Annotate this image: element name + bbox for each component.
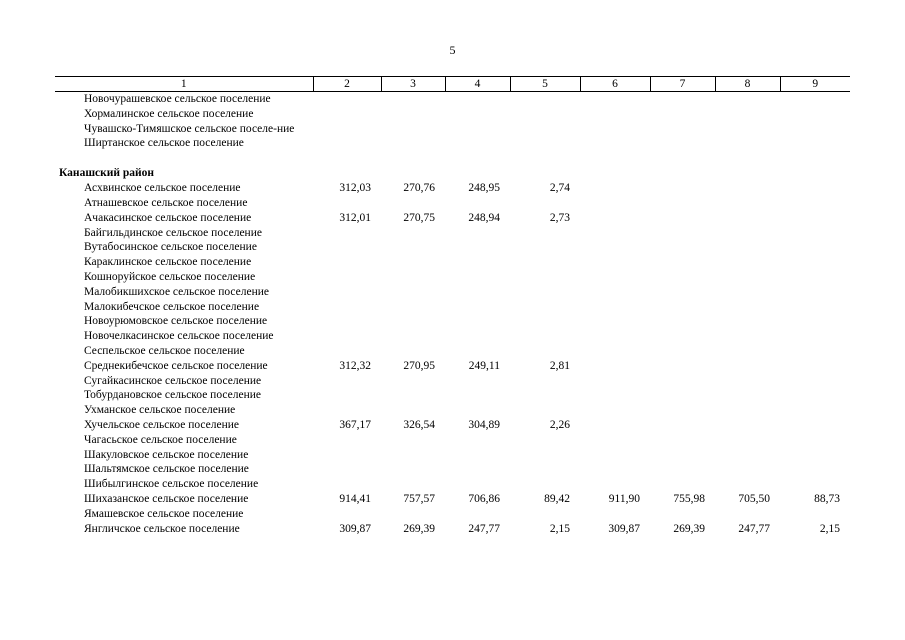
value-cell	[510, 448, 580, 463]
table-row	[55, 226, 850, 241]
value-cell	[313, 462, 381, 477]
value-cell: 270,95	[403, 359, 435, 372]
value-cell	[445, 240, 510, 255]
value-cell	[650, 92, 715, 107]
value-cell	[715, 211, 780, 226]
value-cell: 2,26	[549, 418, 570, 431]
value-cell	[580, 122, 650, 137]
value-cell	[381, 403, 445, 418]
value-cell	[580, 418, 650, 433]
value-cell	[381, 122, 445, 137]
settlement-name: Новочурашевское сельское поселение	[84, 93, 271, 105]
value-cell	[580, 136, 650, 151]
value-cell	[780, 403, 850, 418]
value-cell	[780, 181, 850, 196]
value-cell	[715, 374, 780, 389]
settlement-name: Ухманское сельское поселение	[84, 404, 236, 417]
table-row	[55, 92, 850, 107]
value-cell	[510, 240, 580, 255]
table-row	[55, 448, 850, 463]
value-cell	[445, 196, 510, 211]
value-cell	[650, 388, 715, 403]
table-row	[55, 314, 850, 329]
table-row	[55, 344, 850, 359]
settlement-name: Среднекибечское сельское поселение	[84, 359, 268, 372]
value-cell	[650, 359, 715, 374]
value-cell	[381, 92, 445, 107]
value-cell	[580, 359, 650, 374]
value-cell	[580, 240, 650, 255]
value-cell	[313, 314, 381, 329]
value-cell	[381, 270, 445, 285]
value-cell: 88,73	[814, 492, 840, 505]
value-cell	[313, 255, 381, 270]
value-cell	[313, 329, 381, 344]
value-cell	[510, 344, 580, 359]
table-row	[55, 359, 850, 374]
value-cell	[715, 477, 780, 492]
settlement-name: Янгличское сельское поселение	[84, 522, 240, 535]
value-cell	[580, 255, 650, 270]
value-cell	[313, 92, 381, 107]
value-cell	[580, 211, 650, 226]
value-cell	[650, 136, 715, 151]
value-cell	[580, 285, 650, 300]
value-cell	[715, 92, 780, 107]
region-row	[55, 151, 850, 181]
value-cell	[445, 285, 510, 300]
value-cell	[381, 462, 445, 477]
settlement-name: Байгильдинское сельское поселение	[84, 226, 262, 239]
value-cell	[580, 388, 650, 403]
value-cell	[780, 329, 850, 344]
settlement-name: Новоурюмовское сельское поселение	[84, 315, 268, 328]
table-row	[55, 374, 850, 389]
value-cell: 2,73	[549, 211, 570, 224]
value-cell	[715, 448, 780, 463]
value-cell	[313, 300, 381, 315]
value-cell	[445, 300, 510, 315]
value-cell	[313, 136, 381, 151]
settlement-name: Ширтанское сельское поселение	[84, 137, 244, 150]
value-cell	[715, 107, 780, 122]
value-cell	[780, 136, 850, 151]
value-cell	[780, 507, 850, 522]
table-row	[55, 196, 850, 211]
value-cell	[445, 477, 510, 492]
value-cell	[580, 181, 650, 196]
tariff-table	[55, 76, 850, 536]
value-cell	[381, 107, 445, 122]
settlement-name: Сугайкасинское сельское поселение	[84, 374, 262, 387]
value-cell	[650, 418, 715, 433]
settlement-name: Шибылгинское сельское поселение	[84, 478, 259, 491]
value-cell	[715, 285, 780, 300]
value-cell	[381, 344, 445, 359]
value-cell	[445, 448, 510, 463]
value-cell	[715, 300, 780, 315]
value-cell: 367,17	[339, 418, 371, 431]
value-cell	[445, 433, 510, 448]
value-cell	[445, 388, 510, 403]
value-cell	[381, 226, 445, 241]
value-cell	[715, 122, 780, 137]
value-cell	[313, 507, 381, 522]
value-cell: 247,77	[468, 522, 500, 535]
value-cell	[780, 462, 850, 477]
value-cell	[650, 107, 715, 122]
value-cell	[650, 344, 715, 359]
value-cell	[650, 226, 715, 241]
value-cell	[510, 92, 580, 107]
value-cell	[580, 196, 650, 211]
value-cell	[313, 477, 381, 492]
value-cell	[445, 507, 510, 522]
value-cell	[715, 226, 780, 241]
value-cell	[445, 270, 510, 285]
table-row	[55, 300, 850, 315]
value-cell	[381, 196, 445, 211]
value-cell	[715, 418, 780, 433]
value-cell	[381, 329, 445, 344]
column-header: 3	[381, 77, 445, 92]
table-row	[55, 403, 850, 418]
value-cell	[715, 181, 780, 196]
value-cell	[780, 374, 850, 389]
settlement-name: Сеспельское сельское поселение	[84, 344, 245, 357]
value-cell	[650, 270, 715, 285]
value-cell	[510, 270, 580, 285]
value-cell	[580, 226, 650, 241]
value-cell: 2,15	[819, 522, 840, 535]
settlement-name: Тобурдановское сельское поселение	[84, 389, 261, 402]
value-cell: 312,01	[339, 211, 371, 224]
value-cell	[580, 92, 650, 107]
value-cell	[313, 226, 381, 241]
value-cell	[650, 300, 715, 315]
value-cell	[580, 107, 650, 122]
value-cell	[510, 477, 580, 492]
value-cell	[381, 136, 445, 151]
table-row	[55, 522, 850, 537]
value-cell	[381, 448, 445, 463]
value-cell	[445, 92, 510, 107]
settlement-name: Чувашско-Тимяшское сельское поселе-ние	[84, 122, 295, 135]
value-cell: 247,77	[738, 522, 770, 535]
value-cell	[381, 507, 445, 522]
value-cell	[780, 418, 850, 433]
value-cell	[715, 255, 780, 270]
value-cell	[510, 285, 580, 300]
value-cell: 312,03	[339, 182, 371, 195]
value-cell	[650, 240, 715, 255]
value-cell	[650, 196, 715, 211]
value-cell	[780, 270, 850, 285]
table-row	[55, 433, 850, 448]
value-cell: 269,39	[673, 522, 705, 535]
value-cell	[510, 122, 580, 137]
value-cell	[780, 314, 850, 329]
value-cell	[510, 403, 580, 418]
table-row	[55, 507, 850, 522]
value-cell	[510, 388, 580, 403]
value-cell	[715, 329, 780, 344]
value-cell: 755,98	[673, 492, 705, 505]
value-cell	[650, 211, 715, 226]
value-cell	[313, 270, 381, 285]
value-cell	[381, 374, 445, 389]
settlement-name: Кошноруйское сельское поселение	[84, 270, 256, 283]
value-cell	[580, 374, 650, 389]
value-cell: 2,81	[549, 359, 570, 372]
table-row	[55, 122, 850, 137]
value-cell	[780, 226, 850, 241]
settlement-name: Вутабосинское сельское поселение	[84, 241, 257, 254]
value-cell	[650, 433, 715, 448]
value-cell: 309,87	[339, 522, 371, 535]
value-cell: 270,76	[403, 182, 435, 195]
value-cell	[650, 255, 715, 270]
value-cell	[650, 477, 715, 492]
value-cell	[580, 329, 650, 344]
value-cell	[650, 507, 715, 522]
value-cell: 2,15	[549, 522, 570, 535]
value-cell	[780, 255, 850, 270]
value-cell	[580, 507, 650, 522]
value-cell	[510, 314, 580, 329]
table-row	[55, 285, 850, 300]
value-cell	[650, 329, 715, 344]
settlement-name: Асхвинское сельское поселение	[84, 182, 241, 195]
value-cell: 309,87	[608, 522, 640, 535]
value-cell	[715, 462, 780, 477]
value-cell	[510, 300, 580, 315]
value-cell	[580, 300, 650, 315]
settlement-name: Шальтямское сельское поселение	[84, 463, 249, 476]
value-cell	[780, 196, 850, 211]
value-cell	[780, 107, 850, 122]
value-cell	[510, 136, 580, 151]
value-cell	[510, 462, 580, 477]
value-cell	[715, 359, 780, 374]
value-cell	[650, 122, 715, 137]
value-cell	[445, 462, 510, 477]
value-cell	[381, 240, 445, 255]
value-cell: 269,39	[403, 522, 435, 535]
value-cell: 705,50	[738, 492, 770, 505]
value-cell	[780, 240, 850, 255]
value-cell	[780, 433, 850, 448]
value-cell: 312,32	[339, 359, 371, 372]
value-cell	[780, 211, 850, 226]
value-cell	[510, 374, 580, 389]
value-cell	[715, 136, 780, 151]
value-cell	[580, 344, 650, 359]
value-cell	[780, 388, 850, 403]
region-heading: Канашский район	[59, 167, 155, 180]
value-cell: 2,74	[549, 182, 570, 195]
value-cell	[650, 403, 715, 418]
table-row	[55, 462, 850, 477]
value-cell	[313, 344, 381, 359]
value-cell: 89,42	[544, 492, 570, 505]
value-cell	[445, 107, 510, 122]
value-cell: 249,11	[468, 359, 500, 372]
settlement-name: Ачакасинское сельское поселение	[84, 211, 252, 224]
value-cell	[510, 255, 580, 270]
column-header: 1	[55, 77, 313, 92]
value-cell	[715, 507, 780, 522]
value-cell	[313, 448, 381, 463]
value-cell	[780, 344, 850, 359]
value-cell	[580, 433, 650, 448]
column-header: 5	[510, 77, 580, 92]
value-cell	[510, 433, 580, 448]
table-row	[55, 477, 850, 492]
value-cell	[510, 107, 580, 122]
value-cell	[445, 403, 510, 418]
column-header: 6	[580, 77, 650, 92]
settlement-name: Ямашевское сельское поселение	[84, 507, 244, 520]
page-number: 5	[449, 43, 456, 57]
value-cell	[445, 374, 510, 389]
table-row	[55, 270, 850, 285]
table-row	[55, 418, 850, 433]
value-cell	[780, 92, 850, 107]
settlement-name: Хормалинское сельское поселение	[84, 107, 254, 120]
value-cell	[381, 477, 445, 492]
value-cell	[650, 462, 715, 477]
table-row	[55, 240, 850, 255]
table-row	[55, 211, 850, 226]
value-cell	[445, 255, 510, 270]
table-row	[55, 136, 850, 151]
value-cell	[715, 344, 780, 359]
value-cell	[510, 507, 580, 522]
value-cell: 248,95	[468, 182, 500, 195]
value-cell	[650, 314, 715, 329]
value-cell	[510, 329, 580, 344]
value-cell	[313, 196, 381, 211]
value-cell	[313, 374, 381, 389]
value-cell	[580, 403, 650, 418]
value-cell	[650, 448, 715, 463]
value-cell	[313, 240, 381, 255]
value-cell	[445, 314, 510, 329]
value-cell: 911,90	[608, 492, 640, 505]
settlement-name: Чагасьское сельское поселение	[84, 433, 237, 446]
value-cell	[381, 388, 445, 403]
value-cell	[313, 122, 381, 137]
value-cell	[715, 196, 780, 211]
value-cell	[580, 314, 650, 329]
value-cell	[445, 344, 510, 359]
settlement-name: Малокибечское сельское поселение	[84, 300, 260, 313]
value-cell	[580, 462, 650, 477]
value-cell: 757,57	[403, 492, 435, 505]
table-row	[55, 329, 850, 344]
value-cell	[381, 314, 445, 329]
column-header: 9	[780, 77, 850, 92]
value-cell	[445, 136, 510, 151]
value-cell	[381, 285, 445, 300]
value-cell	[580, 270, 650, 285]
table-row	[55, 255, 850, 270]
value-cell	[715, 388, 780, 403]
settlement-name: Малобикшихское сельское поселение	[84, 285, 270, 298]
value-cell	[650, 181, 715, 196]
column-header: 4	[445, 77, 510, 92]
value-cell	[715, 403, 780, 418]
table-row	[55, 107, 850, 122]
settlement-name: Шакуловское сельское поселение	[84, 448, 249, 461]
value-cell	[780, 448, 850, 463]
value-cell	[313, 107, 381, 122]
value-cell: 914,41	[339, 492, 371, 505]
value-cell	[381, 433, 445, 448]
value-cell: 326,54	[403, 418, 435, 431]
value-cell	[381, 255, 445, 270]
value-cell	[780, 122, 850, 137]
value-cell	[313, 388, 381, 403]
value-cell	[715, 270, 780, 285]
value-cell	[510, 226, 580, 241]
value-cell: 304,89	[468, 418, 500, 431]
table-row	[55, 388, 850, 403]
value-cell: 270,75	[403, 211, 435, 224]
value-cell	[780, 477, 850, 492]
value-cell	[715, 240, 780, 255]
value-cell	[313, 403, 381, 418]
value-cell: 706,86	[468, 492, 500, 505]
value-cell	[780, 359, 850, 374]
column-header: 8	[715, 77, 780, 92]
value-cell	[715, 314, 780, 329]
value-cell	[381, 300, 445, 315]
value-cell	[313, 433, 381, 448]
value-cell	[445, 329, 510, 344]
value-cell	[715, 433, 780, 448]
table-row	[55, 492, 850, 507]
value-cell	[780, 300, 850, 315]
value-cell	[650, 285, 715, 300]
value-cell	[313, 285, 381, 300]
table-row	[55, 181, 850, 196]
settlement-name: Новочелкасинское сельское поселение	[84, 330, 274, 343]
value-cell	[780, 285, 850, 300]
column-header: 2	[313, 77, 381, 92]
settlement-name: Караклинское сельское поселение	[84, 256, 252, 269]
value-cell	[580, 448, 650, 463]
settlement-name: Шихазанское сельское поселение	[84, 492, 249, 505]
value-cell	[580, 477, 650, 492]
column-header: 7	[650, 77, 715, 92]
value-cell	[445, 122, 510, 137]
value-cell	[445, 226, 510, 241]
value-cell: 248,94	[468, 211, 500, 224]
value-cell	[650, 374, 715, 389]
settlement-name: Атнашевское сельское поселение	[84, 196, 248, 209]
header-row	[55, 77, 850, 92]
value-cell	[510, 196, 580, 211]
settlement-name: Хучельское сельское поселение	[84, 418, 239, 431]
